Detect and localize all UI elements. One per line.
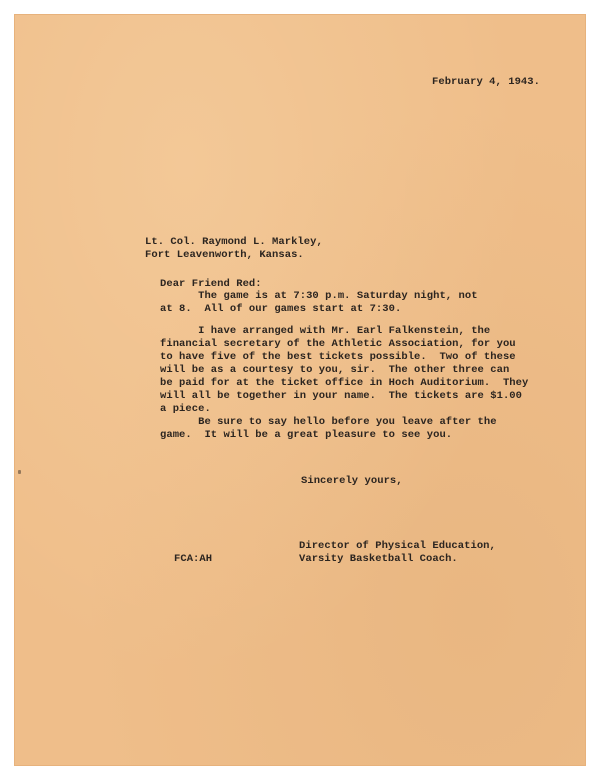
signature-title-line-1: Director of Physical Education, xyxy=(299,540,496,552)
paragraph-2-line-2: financial secretary of the Athletic Association, for you xyxy=(160,338,516,350)
paragraph-2-line-7: a piece. xyxy=(160,403,211,415)
paragraph-1-line-2: at 8. All of our games start at 7:30. xyxy=(160,303,402,315)
paragraph-2-line-5: be paid for at the ticket office in Hoch Auditorium. They xyxy=(160,377,529,389)
paragraph-2-line-3: to have five of the best tickets possible. Two of these xyxy=(160,351,516,363)
address-line-2: Fort Leavenworth, Kansas. xyxy=(145,249,304,261)
address-line-1: Lt. Col. Raymond L. Markley, xyxy=(145,236,323,248)
letter-page xyxy=(14,14,586,766)
paragraph-2-line-4: will be as a courtesy to you, sir. The other three can xyxy=(160,364,510,376)
salutation: Dear Friend Red: xyxy=(160,278,262,290)
paragraph-1-line-1: The game is at 7:30 p.m. Saturday night, not xyxy=(160,290,478,302)
paragraph-2-line-6: will all be together in your name. The tickets are $1.00 xyxy=(160,390,523,402)
typist-initials: FCA:AH xyxy=(174,553,213,565)
paragraph-3-line-2: game. It will be a great pleasure to see you. xyxy=(160,429,453,441)
paragraph-3-line-1: Be sure to say hello before you leave after the xyxy=(160,416,497,428)
signature-title-line-2: Varsity Basketball Coach. xyxy=(299,553,458,565)
letter-date: February 4, 1943. xyxy=(432,76,540,88)
paragraph-2-line-1: I have arranged with Mr. Earl Falkenstein, the xyxy=(160,325,491,337)
paper-speck xyxy=(18,470,21,474)
closing: Sincerely yours, xyxy=(301,475,403,487)
